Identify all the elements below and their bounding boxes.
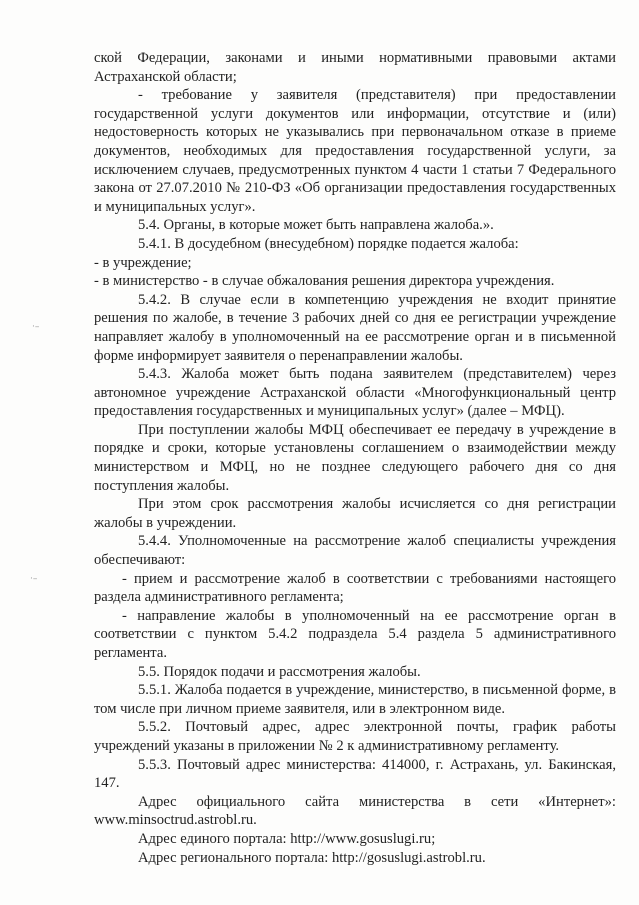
list-item: - в министерство - в случае обжалования решения директора учреждения. [94,273,555,290]
document-body [94,49,616,867]
paragraph: 5.4.2. В случае если в компетенцию учреждения не входит принятие решения по жалобе, в течение 3 рабочих дней со дня ее регистрации учреждение направляет жалобу в уполномоченный на ее рассмотрение орган и в письменной форме информирует заявителя о перенаправлении жалобы. [94,291,616,364]
paragraph: Адрес регионального портала: http://gosuslugi.astrobl.ru. [138,849,486,866]
paragraph: ской Федерации, законами и иными нормативными правовыми актами Астраханской области; [94,50,616,85]
list-item: - прием и рассмотрение жалоб в соответствии с требованиями настоящего раздела административного регламента; [94,570,616,606]
list-item: - направление жалобы в уполномоченный на ее рассмотрение орган в соответствии с пунктом 5.4.2 подраздела 5.4 раздела 5 административного регламента. [94,607,616,661]
paragraph: 5.4.3. Жалоба может быть подана заявителем (представителем) через автономное учреждение Астраханской области «Многофункциональный центр предоставления государственных и муниципальных услуг» (далее – МФЦ). [94,366,616,420]
scan-speck: ·– [30,574,38,584]
paragraph: 5.5.3. Почтовый адрес министерства: 414000, г. Астрахань, ул. Бакинская, 147. [94,756,616,792]
paragraph: 5.4.4. Уполномоченные на рассмотрение жалоб специалисты учреждения обеспечивают: [94,533,616,569]
section-heading: 5.4. Органы, в которые может быть направлена жалоба.». [138,217,494,234]
paragraph: - требование у заявителя (представителя) при предоставлении государственной услуги документов или информации, отсутствие и (или) недостоверность которых не указывались при первоначальном отказе в приеме документов, необходимых для предоставления государственной услуги, за исключением случаев, предусмотренных пунктом 4 части 1 статьи 7 Федерального закона от 27.07.2010 № 210-ФЗ «Об организации предоставления государственных и муниципальных услуг». [94,87,616,215]
paragraph: 5.5.2. Почтовый адрес, адрес электронной почты, график работы учреждений указаны в приложении № 2 к административному регламенту. [94,719,616,754]
paragraph: 5.5.1. Жалоба подается в учреждение, министерство, в письменной форме, в том числе при личном приеме заявителя, или в электронном виде. [94,682,616,717]
scan-speck: ·– [32,322,40,332]
paragraph: Адрес официального сайта министерства в сети «Интернет»: www.minsoctrud.astrobl.ru. [94,793,616,829]
paragraph: При этом срок рассмотрения жалобы исчисляется со дня регистрации жалобы в учреждении. [94,496,616,531]
section-heading: 5.5. Порядок подачи и рассмотрения жалобы. [138,663,421,680]
paragraph: 5.4.1. В досудебном (внесудебном) порядке подается жалоба: [138,235,519,252]
paragraph: При поступлении жалобы МФЦ обеспечивает ее передачу в учреждение в порядке и сроки, которые установлены соглашением о взаимодействии между министерством и МФЦ, но не позднее следующего рабочего дня со дня поступления жалобы. [94,421,616,494]
list-item: - в учреждение; [94,254,192,271]
paragraph: Адрес единого портала: http://www.gosuslugi.ru; [138,830,436,847]
